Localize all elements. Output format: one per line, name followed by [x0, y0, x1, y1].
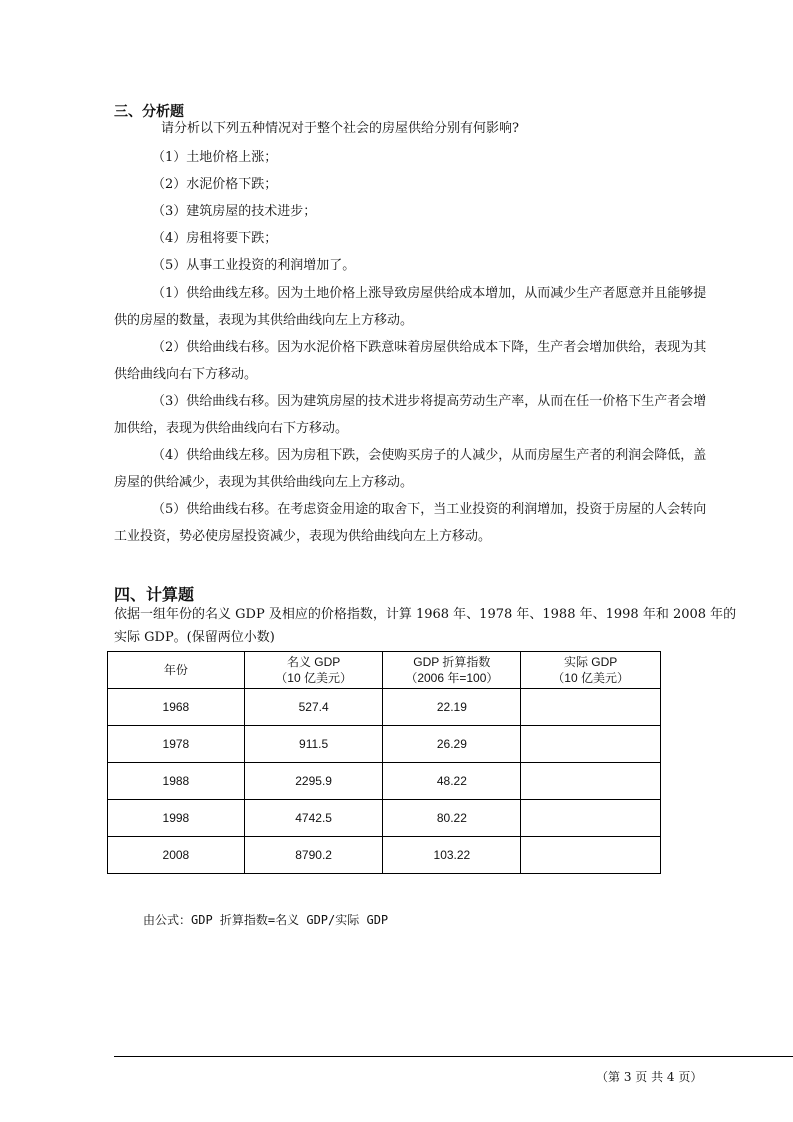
cell-real-gdp[interactable] — [521, 837, 661, 874]
answer-5-line1: （5）供给曲线右移。在考虑资金用途的取舍下，当工业投资的利润增加，投资于房屋的人会转向 — [152, 502, 707, 517]
cell-real-gdp[interactable] — [521, 763, 661, 800]
answer-3-line1: （3）供给曲线右移。因为建筑房屋的技术进步将提高劳动生产率，从而在任一价格下生产者会增 — [152, 394, 707, 409]
table-row — [108, 763, 661, 800]
answer-1-line2: 供的房屋的数量，表现为其供给曲线向左上方移动。 — [114, 313, 414, 328]
cell-real-gdp[interactable] — [521, 689, 661, 726]
cell-deflator: 26.29 — [383, 726, 521, 763]
formula-text: 由公式：GDP 折算指数=名义 GDP/实际 GDP — [143, 913, 389, 927]
cell-year: 1978 — [108, 726, 245, 763]
cell-nominal-gdp: 527.4 — [244, 689, 383, 726]
cell-nominal-gdp: 4742.5 — [244, 800, 383, 837]
cell-nominal-gdp: 2295.9 — [244, 763, 383, 800]
cell-year: 1998 — [108, 800, 245, 837]
answer-2-line2: 供给曲线向右下方移动。 — [114, 367, 258, 382]
section4-intro-line1: 依据一组年份的名义 GDP 及相应的价格指数，计算 1968 年、1978 年、1988 年、1998 年和 2008 年的 — [114, 607, 737, 622]
answer-4-line1: （4）供给曲线左移。因为房租下跌，会使购买房子的人减少，从而房屋生产者的利润会降低，盖 — [152, 448, 707, 463]
header-nominal-gdp: 名义 GDP （10 亿美元） — [244, 652, 383, 689]
cell-nominal-gdp: 911.5 — [244, 726, 383, 763]
table-row — [108, 689, 661, 726]
cell-year: 2008 — [108, 837, 245, 874]
answer-1-line1: （1）供给曲线左移。因为土地价格上涨导致房屋供给成本增加，从而减少生产者愿意并且能够提 — [152, 286, 707, 301]
answer-5-line2: 工业投资，势必使房屋投资减少，表现为供给曲线向左上方移动。 — [114, 529, 492, 544]
footer-divider — [114, 1056, 793, 1057]
cell-deflator: 22.19 — [383, 689, 521, 726]
table-row — [108, 837, 661, 874]
list-item: （2）水泥价格下跌； — [152, 177, 278, 192]
cell-deflator: 80.22 — [383, 800, 521, 837]
cell-year: 1988 — [108, 763, 245, 800]
table-header-row — [108, 652, 661, 689]
header-deflator: GDP 折算指数 （2006 年=100） — [383, 652, 521, 689]
cell-deflator: 103.22 — [383, 837, 521, 874]
answer-2-line1: （2）供给曲线右移。因为水泥价格下跌意味着房屋供给成本下降，生产者会增加供给，表现为其 — [152, 340, 707, 355]
header-year: 年份 — [108, 652, 245, 689]
cell-nominal-gdp: 8790.2 — [244, 837, 383, 874]
table-row — [108, 726, 661, 763]
list-item: （4）房租将要下跌； — [152, 231, 278, 246]
cell-real-gdp[interactable] — [521, 726, 661, 763]
page-number: （第 3 页 共 4 页） — [596, 1070, 703, 1084]
header-real-gdp: 实际 GDP （10 亿美元） — [521, 652, 661, 689]
cell-real-gdp[interactable] — [521, 800, 661, 837]
answer-3-line2: 加供给，表现为供给曲线向右下方移动。 — [114, 421, 349, 436]
list-item: （3）建筑房屋的技术进步； — [152, 204, 317, 219]
table-row — [108, 800, 661, 837]
section3-question: 请分析以下列五种情况对于整个社会的房屋供给分别有何影响? — [161, 121, 519, 136]
section4-intro-line2: 实际 GDP。(保留两位小数) — [114, 630, 275, 645]
section4-title: 四、计算题 — [114, 585, 195, 604]
list-item: （5）从事工业投资的利润增加了。 — [152, 258, 356, 273]
list-item: （1）土地价格上涨； — [152, 150, 278, 165]
cell-year: 1968 — [108, 689, 245, 726]
answer-4-line2: 房屋的供给减少，表现为其供给曲线向左上方移动。 — [114, 475, 414, 490]
gdp-table — [107, 651, 661, 874]
cell-deflator: 48.22 — [383, 763, 521, 800]
section3-title: 三、分析题 — [114, 104, 184, 120]
